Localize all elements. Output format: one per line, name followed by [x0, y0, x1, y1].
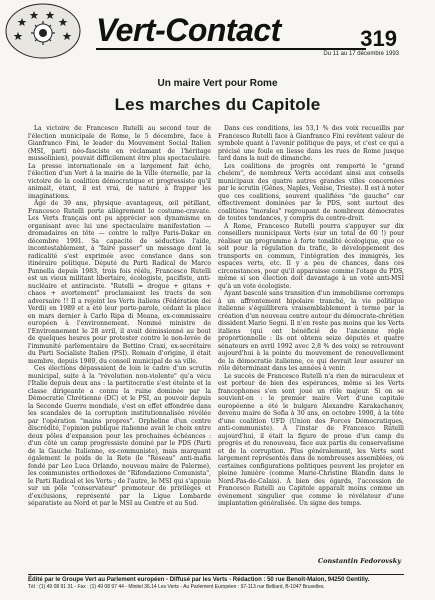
eu-stars-sunflower-logo-icon	[4, 2, 82, 60]
footer-contact-line: Tél : (1) 49 08 91 31 - Fax : (1) 49 08 97 44 - Minitel 36.14 Les Verts - Au Parlement Européen : 97-113 rue Belliard, B-1047 Bruxelles.	[28, 584, 325, 590]
article-column-left	[28, 125, 211, 508]
masthead-title: Vert-Contact	[96, 12, 281, 48]
publisher-footer	[28, 574, 404, 590]
paragraph: La victoire de Francesco Rutelli au second tour de l'élection municipale de Rome, le 5 décembre, face à Gianfranco Fini, le leader du Mouvement Social Italien (MSI, parti néo-fasciste en réclamant de l'héritage mussolinien), pouvait difficilement être plus spectaculaire. La presse internationale en a largement fait écho, l'élection d'un Vert à la mairie de la Ville éternelle, par la victoire de la coalition démocratique et progressiste qu'il animait, étant, il est vrai, de nature à frapper les imaginations.	[28, 125, 211, 200]
paragraph: Âgé de 39 ans, physique avantageux, œil pétillant, Francesco Rutelli porte allègrement le costume-cravate. Les Verts français ont pu apprécier son dynamisme en organisant avec lui une spectaculaire manifestation — dromadaires en tête — contre le rallye Paris-Dakar en décembre 1991. Sa capacité de séduction l'aide, incontestablement, à "faire passer" un message dont la radicalité s'est exprimée avec constance dans son itinéraire politique. Député du Parti Radical de Marco Pannella depuis 1983, trois fois réélu, Francesco Rutelli est un vieux militant libertaire, écologiste, pacifiste, anti-nucléaire et antiraciste. "Rutelli = drogue + gitans + chaos + avortement" proclamaient les tracts de son adversaire !! Il a rejoint les Verts italiens (Fédération dei Verdi) en 1989 et a été leur porte-parole, cédant la place en mars dernier à Carlo Ripa di Meana, ex-commissaire européen à l'environnement. Nommé ministre de l'Environnement le 28 avril, il avait démissionné au bout de quelques heures pour protester contre le non-levée de l'immunité parlementaire de Bettino Craxi, ex-secrétaire du Parti Socialiste Italien (PSI). Romain d'origine, il était membre, depuis 1989, du conseil municipal de sa ville.	[28, 200, 211, 365]
article-kicker: Un maire Vert pour Rome	[157, 78, 278, 89]
paragraph: Dans ces conditions, les 53,1 % des voix recueillis par Francesco Rutelli face à Gianfranco Fini revêtent valeur de symbole quant à l'avenir politique du pays, et c'est ce qui a précisé une foule en liesse dans les rues de Rome jusque tard dans la nuit de dimanche.	[218, 125, 404, 162]
paragraph: Ces élections dépassaient de loin le cadre d'un scrutin municipal, suite à la "révolution non-violente" qu'a vécu l'Italie depuis deux ans : la partitocratie s'est éteinte et la classe dirigeante a connu la ruine dominée par la Démocratie Chrétienne (DC) et le PSI, au pouvoir depuis la Seconde Guerre mondiale, s'est en effet effondrée dans les scandales de la corruption institutionnalisée révélée par l'opération "mains propres". Orpheline d'un centre discrédité, l'opinion publique italienne avait le choix entre deux pôles d'expansion pour les prochaines échéances : d'un côté un camp progressiste dominé par le PDS (Parti de la Gauche Italienne, ex-communiste), mais marquant également le poids de la Rete (le "Réseau" anti-mafia fondé par Leo Luca Orlando, nouveau maire de Palerme), les communistes orthodoxes de "Rifondazione Comunista", le Parti Radical et les Verts ; de l'autre, le MSI qui s'appuie sur un pôle "conservateur" promoteur de privilèges et d'exclusions, représenté par la Ligue Lombarde séparatiste au Nord et par le MSI au Centre et au Sud.	[28, 365, 211, 507]
paragraph: Ayant basculé sans transition d'un immobilisme corrompu à un affrontement bipolaire tranché, la vie politique italienne s'équilibrera vraisemblablement à terme par la création d'un nouveau centre autour du démocrate-chrétien dissident Mario Segni. Il n'en reste pas moins que les Verts italiens (qui ont bénéficié de l'ancienne règle proportionnelle : ils ont obtenu seize députés et quatre sénateurs en avril 1992 avec 2,8 % des voix) se retrouvent aujourd'hui à la pointe du mouvement de renouvellement de la démocratie italienne, ce qui devrait leur assurer un rôle déterminant dans les années à venir.	[218, 290, 404, 372]
issue-dates: Du 11 au 17 décembre 1993	[323, 51, 399, 57]
paragraph: Les coalitions de progrès ont remporté le "grand chelem", de nombreux Verts accédant ainsi aux conseils municipaux des quatre autres grandes villes concernées par le scrutin (Gênes, Naples, Venise, Trieste). Il est à noter que ces coalitions, souvent qualifiées "de gauche" car effectivement dominées par le PDS, sont surtout des coalitions "morales" regroupant de nombreux démocrates de toutes tendances, y compris du centre-droit.	[218, 162, 404, 222]
author-signature: Constantin Fedorovsky	[317, 557, 401, 565]
masthead-rule	[96, 48, 366, 50]
footer-publisher-line: Édité par le Groupe Vert au Parlement européen - Diffusé par les Verts - Rédaction : 50 rue Benoît-Malon, 94250 Gentilly.	[28, 577, 370, 583]
issue-number: 319	[360, 26, 397, 51]
article-headline: Les marches du Capitole	[114, 95, 321, 114]
paragraph: À Rome, Francesco Rutelli pourra s'appuyer sur dix conseillers municipaux Verts (sur un total de 60 !) pour réaliser un programme à forte tonalité écologique, que ce soit pour la régulation du trafic, le développement des transports en commun, l'intégration des immigrés, les espaces verts, etc. Il y a peu de chances, dans ces circonstances, pour qu'il apparaisse comme l'otage du PDS, même si son élection doit davantage à un vote anti-MSI qu'à un vote écologiste.	[218, 222, 404, 290]
article-column-right	[218, 125, 404, 508]
paragraph: Le succès de Francesco Rutelli n'a rien de miraculeux et est porteur de bien des espérances, même si les Verts francophones s'en sont joué un rôle majeur. Si on se souvient-on : le premier maire Vert d'une capitale européenne a été le bulgare Alexandre Karakachanov, devenu maire de Sofia à 30 ans, en octobre 1990, à la tête d'une coalition UFD (Union des Forces Démocratiques, anti-communiste). À l'instar de Francesco Rutelli aujourd'hui, il était la figure de proue d'un camp du progrès et du renouveau, face aux partis du conservatisme et de la corruption. Plus généralement, les Verts sont largement représentés dans de nombreuses assemblées, où certaines configurations politiques peuvent les projeter en pleine lumière (comme Marie-Christine Blandin dans le Nord-Pas-de-Calais). À bien des égards, l'accession de Francesco Rutelli au Capitole apparaît moins comme un événement singulier que comme le révélateur d'une implantation généralisée. Un signe des temps.	[218, 372, 404, 507]
masthead	[0, 0, 435, 62]
